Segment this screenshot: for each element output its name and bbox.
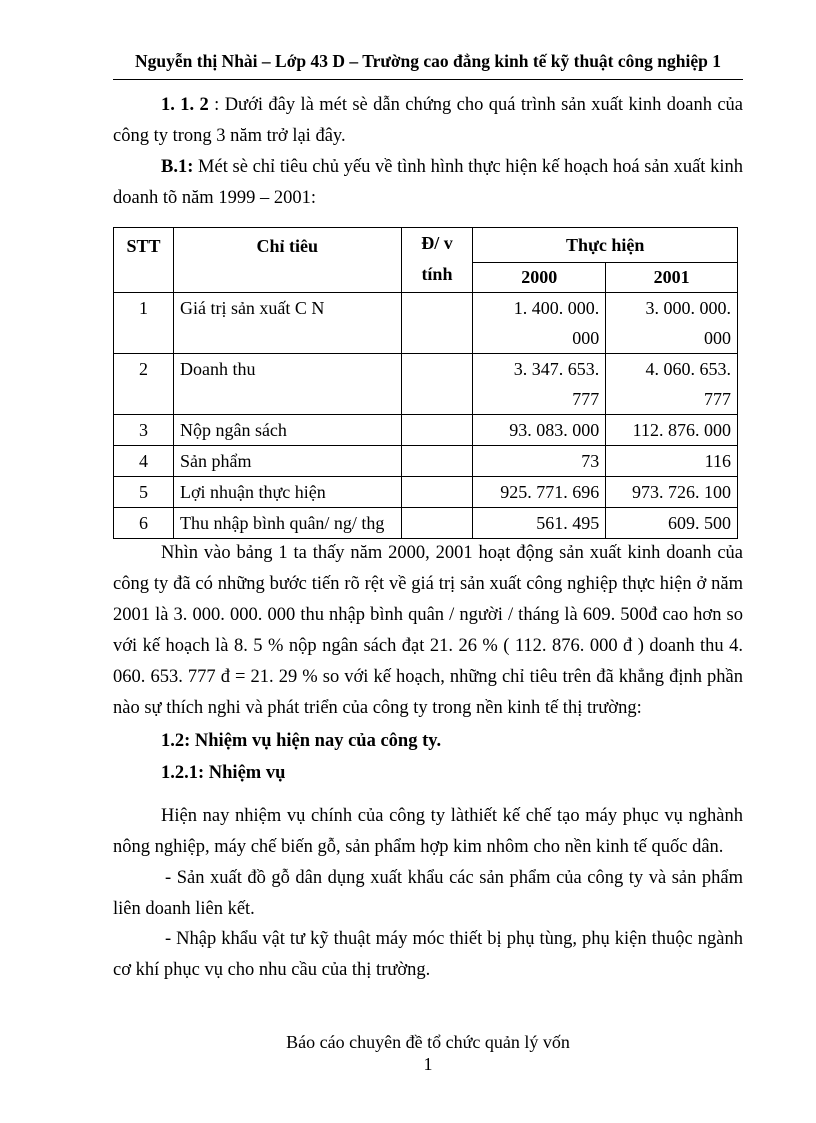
header-unit-line2: tính bbox=[421, 264, 453, 284]
row-unit bbox=[401, 446, 473, 477]
row-stt: 2 bbox=[114, 354, 174, 415]
row-name: Giá trị sản xuất C N bbox=[173, 293, 401, 354]
page-header: Nguyễn thị Nhài – Lớp 43 D – Trường cao đẳng kinh tế kỹ thuật công nghiệp 1 bbox=[135, 51, 721, 71]
table-row bbox=[114, 446, 738, 477]
row-value-2001: 112. 876. 000 bbox=[606, 415, 738, 446]
row-value-2000: 561. 495 bbox=[473, 508, 606, 539]
intro-text: : Dưới đây là mét sè dẫn chứng cho quá trình sản xuất kinh doanh của công ty trong 3 năm trở lại đây. bbox=[113, 95, 744, 146]
table-row bbox=[114, 508, 738, 539]
row-value-2000: 93. 083. 000 bbox=[473, 415, 606, 446]
row-unit bbox=[401, 415, 473, 446]
row-unit bbox=[401, 477, 473, 508]
value-line: 1. 400. 000. bbox=[513, 298, 600, 318]
row-value-2001: 116 bbox=[606, 446, 738, 477]
row-value-2001: 609. 500 bbox=[606, 508, 738, 539]
header-unit bbox=[401, 228, 473, 293]
duties-paragraph-3: - Nhập khẩu vật tư kỹ thuật máy móc thiết bị phụ tùng, phụ kiện thuộc ngành cơ khí phục vụ cho nhu cầu của thị trường. bbox=[113, 929, 743, 980]
duties-paragraph-2: - Sản xuất đồ gỗ dân dụng xuất khẩu các sản phẩm của công ty và sản phẩm liên doanh liên kết. bbox=[113, 868, 743, 919]
row-value-2000: 925. 771. 696 bbox=[473, 477, 606, 508]
row-stt: 5 bbox=[114, 477, 174, 508]
table-row bbox=[114, 477, 738, 508]
value-line: 000 bbox=[572, 328, 600, 348]
header-rule bbox=[113, 79, 743, 80]
section-1-2-1-title: 1.2.1: Nhiệm vụ bbox=[161, 763, 286, 783]
row-value-2001 bbox=[606, 354, 738, 415]
row-value-2000: 73 bbox=[473, 446, 606, 477]
header-unit-line1: Đ/ v bbox=[421, 233, 453, 253]
row-value-2000 bbox=[473, 293, 606, 354]
row-value-2001 bbox=[606, 293, 738, 354]
row-name: Sản phẩm bbox=[173, 446, 401, 477]
table-row bbox=[114, 293, 738, 354]
table-header-row-1 bbox=[114, 228, 738, 263]
value-line: 3. 000. 000. bbox=[645, 298, 731, 318]
header-stt: STT bbox=[114, 228, 174, 293]
header-chi-tieu: Chỉ tiêu bbox=[173, 228, 401, 293]
row-unit bbox=[401, 293, 473, 354]
header-thuc-hien: Thực hiện bbox=[473, 228, 738, 263]
indicators-table bbox=[113, 227, 738, 539]
row-stt: 1 bbox=[114, 293, 174, 354]
table-intro-text: Mét sè chỉ tiêu chủ yếu về tình hình thực hiện kế hoạch hoá sản xuất kinh doanh tõ năm 1999 – 2001: bbox=[113, 157, 743, 208]
table-row bbox=[114, 354, 738, 415]
analysis-paragraph: Nhìn vào bảng 1 ta thấy năm 2000, 2001 hoạt động sản xuất kinh doanh của công ty đã có những bước tiến rõ rệt về giá trị sản xuất công nghiệp thực hiện ở năm 2001 là 3. 000. 000. 000 thu nhập bình quân / người / tháng là 609. 500đ cao hơn so với kế hoạch là 8. 5 % nộp ngân sách đạt 21. 26 % ( 112. 876. 000 đ ) doanh thu 4. 060. 653. 777 đ = 21. 29 % so với kế hoạch, những chỉ tiêu trên đã khẳng định phần nào sự thích nghi và phát triển của công ty trong nền kinh tế thị trường: bbox=[113, 543, 743, 718]
value-line: 777 bbox=[572, 389, 600, 409]
row-value-2000 bbox=[473, 354, 606, 415]
duties-paragraph-1: Hiện nay nhiệm vụ chính của công ty làthiết kế chế tạo máy phục vụ nghành nông nghiệp, máy chế biến gỗ, sản phẩm hợp kim nhôm cho nền kinh tế quốc dân. bbox=[113, 806, 743, 857]
row-name: Doanh thu bbox=[173, 354, 401, 415]
row-name: Thu nhập bình quân/ ng/ thg bbox=[173, 508, 401, 539]
row-stt: 6 bbox=[114, 508, 174, 539]
page-number: 1 bbox=[423, 1054, 433, 1074]
value-line: 777 bbox=[704, 389, 731, 409]
row-unit bbox=[401, 508, 473, 539]
header-2001: 2001 bbox=[606, 263, 738, 293]
row-stt: 3 bbox=[114, 415, 174, 446]
table-intro-paragraph bbox=[113, 152, 743, 214]
value-line: 4. 060. 653. bbox=[645, 359, 731, 379]
row-stt: 4 bbox=[114, 446, 174, 477]
table-row bbox=[114, 415, 738, 446]
table-intro-label: B.1: bbox=[161, 157, 194, 177]
header-2000: 2000 bbox=[473, 263, 606, 293]
value-line: 3. 347. 653. bbox=[513, 359, 600, 379]
row-name: Nộp ngân sách bbox=[173, 415, 401, 446]
row-name: Lợi nhuận thực hiện bbox=[173, 477, 401, 508]
row-value-2001: 973. 726. 100 bbox=[606, 477, 738, 508]
section-1-2-title: 1.2: Nhiệm vụ hiện nay của công ty. bbox=[161, 731, 442, 751]
intro-paragraph bbox=[113, 90, 743, 152]
footer-title: Báo cáo chuyên đề tổ chức quản lý vốn bbox=[286, 1032, 570, 1052]
row-unit bbox=[401, 354, 473, 415]
value-line: 000 bbox=[704, 328, 731, 348]
intro-label: 1. 1. 2 bbox=[161, 95, 209, 115]
